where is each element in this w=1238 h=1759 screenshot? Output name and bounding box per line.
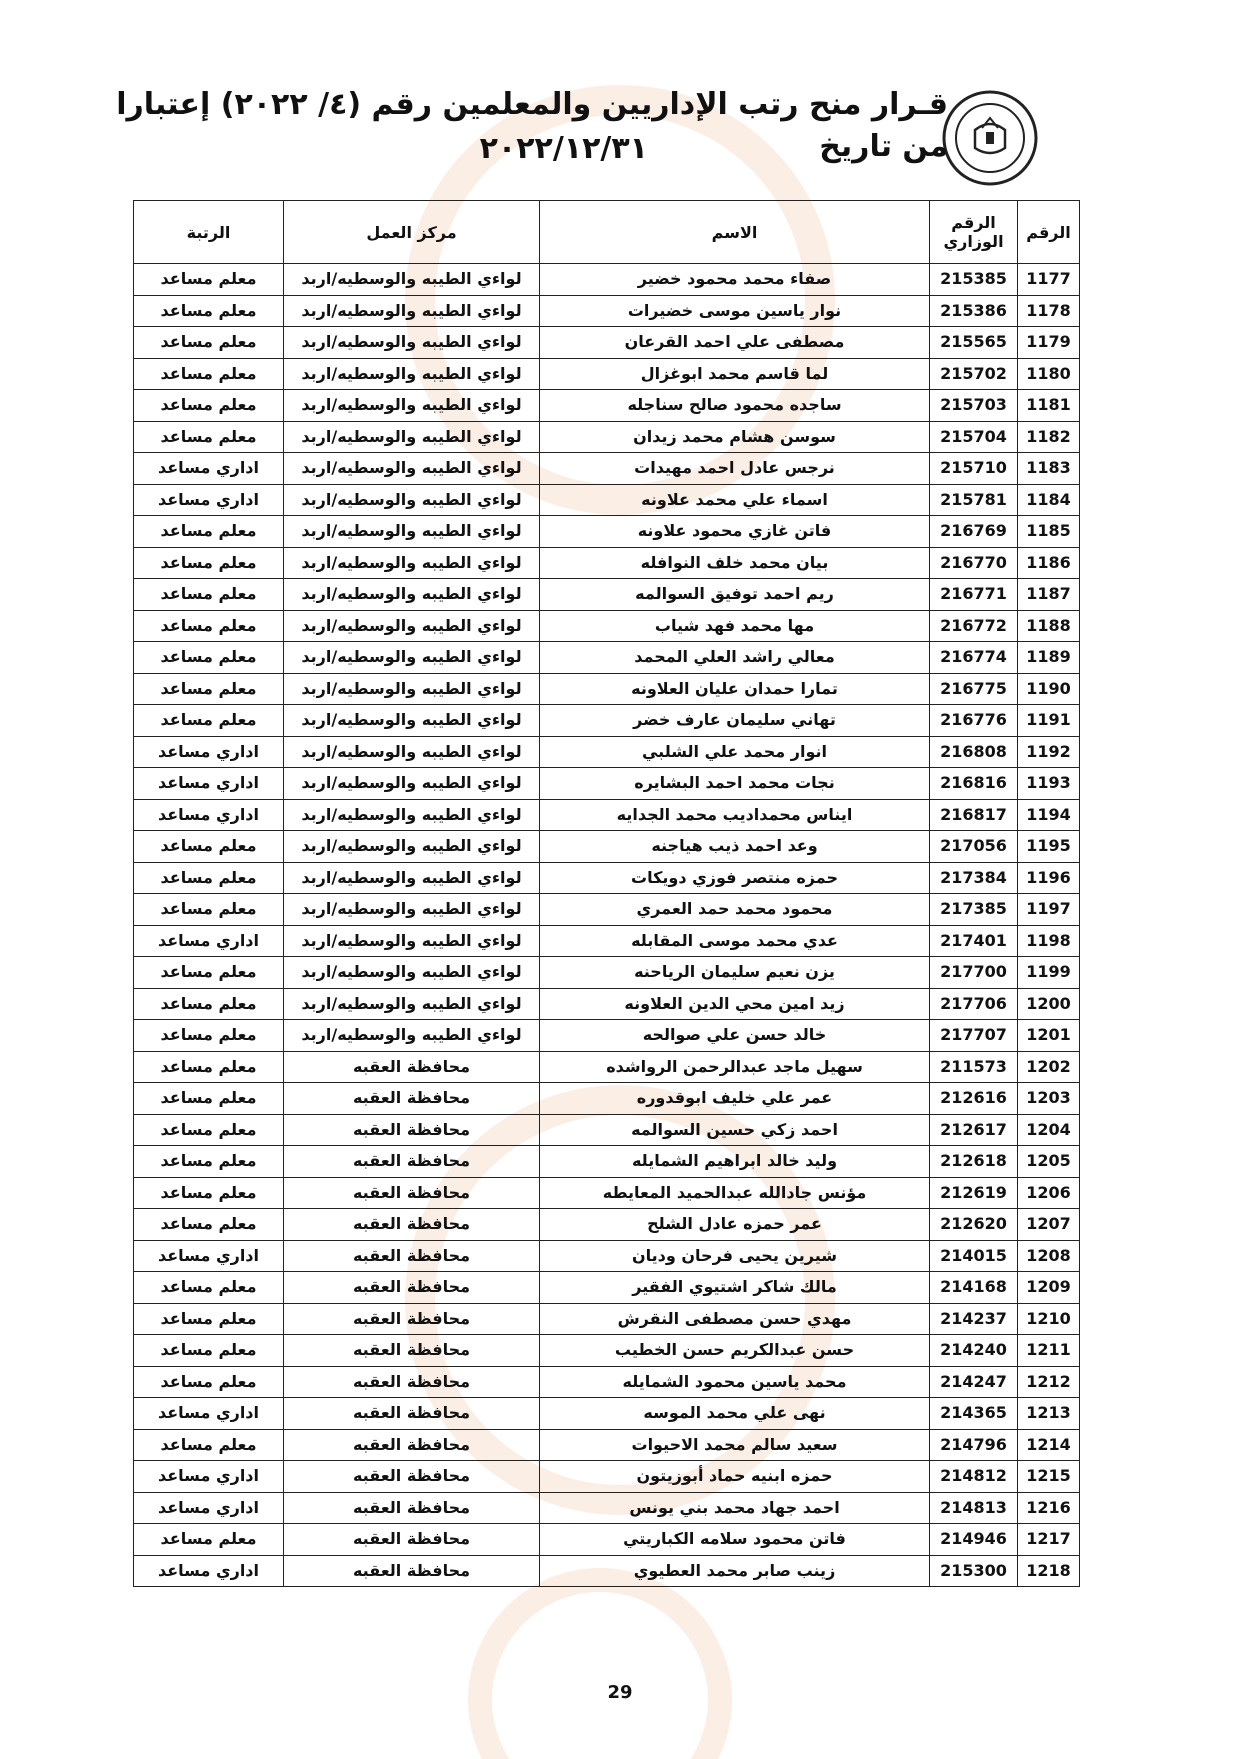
row-work-center: لواءي الطيبه والوسطيه/اربد	[284, 516, 540, 548]
row-rank: معلم مساعد	[134, 1429, 284, 1461]
row-name: محمود محمد حمد العمري	[540, 894, 930, 926]
row-ministerial-number: 212617	[930, 1114, 1018, 1146]
document-title: قـرار منح رتب الإداريين والمعلمين رقم (٤/ ٢٠٢٢) إعتبارا من تاريخ	[116, 87, 948, 164]
header-work-center: مركز العمل	[284, 201, 540, 264]
row-ministerial-number: 217401	[930, 925, 1018, 957]
row-index: 1193	[1018, 768, 1080, 800]
row-rank: معلم مساعد	[134, 1524, 284, 1556]
row-index: 1198	[1018, 925, 1080, 957]
row-rank: معلم مساعد	[134, 1051, 284, 1083]
row-name: اسماء علي محمد علاونه	[540, 484, 930, 516]
row-rank: اداري مساعد	[134, 925, 284, 957]
row-name: فاتن محمود سلامه الكباريتي	[540, 1524, 930, 1556]
row-rank: اداري مساعد	[134, 736, 284, 768]
row-ministerial-number: 216774	[930, 642, 1018, 674]
row-ministerial-number: 215703	[930, 390, 1018, 422]
table-row	[134, 768, 1080, 800]
row-name: احمد جهاد محمد بني يونس	[540, 1492, 930, 1524]
row-name: فاتن غازي محمود علاونه	[540, 516, 930, 548]
table-row	[134, 1303, 1080, 1335]
row-name: حسن عبدالكريم حسن الخطيب	[540, 1335, 930, 1367]
table-row	[134, 1429, 1080, 1461]
row-ministerial-number: 216775	[930, 673, 1018, 705]
table-row	[134, 1461, 1080, 1493]
row-ministerial-number: 212616	[930, 1083, 1018, 1115]
row-index: 1182	[1018, 421, 1080, 453]
row-rank: معلم مساعد	[134, 516, 284, 548]
row-rank: معلم مساعد	[134, 1114, 284, 1146]
row-name: خالد حسن علي صوالحه	[540, 1020, 930, 1052]
row-index: 1188	[1018, 610, 1080, 642]
row-index: 1200	[1018, 988, 1080, 1020]
row-ministerial-number: 214240	[930, 1335, 1018, 1367]
row-work-center: محافظة العقبه	[284, 1461, 540, 1493]
row-rank: معلم مساعد	[134, 1303, 284, 1335]
row-index: 1187	[1018, 579, 1080, 611]
row-rank: معلم مساعد	[134, 1083, 284, 1115]
row-index: 1185	[1018, 516, 1080, 548]
table-row	[134, 327, 1080, 359]
row-rank: معلم مساعد	[134, 988, 284, 1020]
page-number: 29	[607, 1682, 633, 1703]
row-ministerial-number: 217706	[930, 988, 1018, 1020]
row-rank: اداري مساعد	[134, 1461, 284, 1493]
row-rank: معلم مساعد	[134, 957, 284, 989]
row-ministerial-number: 215386	[930, 295, 1018, 327]
table-row	[134, 1492, 1080, 1524]
row-work-center: محافظة العقبه	[284, 1555, 540, 1587]
row-rank: معلم مساعد	[134, 831, 284, 863]
row-name: زينب صابر محمد العطيوي	[540, 1555, 930, 1587]
table-row	[134, 642, 1080, 674]
row-rank: اداري مساعد	[134, 1492, 284, 1524]
row-ministerial-number: 212619	[930, 1177, 1018, 1209]
row-rank: معلم مساعد	[134, 894, 284, 926]
row-name: نوار ياسين موسى خضيرات	[540, 295, 930, 327]
row-work-center: لواءي الطيبه والوسطيه/اربد	[284, 642, 540, 674]
row-name: مصطفى علي احمد القرعان	[540, 327, 930, 359]
row-rank: معلم مساعد	[134, 862, 284, 894]
row-name: عمر حمزه عادل الشلح	[540, 1209, 930, 1241]
row-ministerial-number: 216816	[930, 768, 1018, 800]
row-index: 1195	[1018, 831, 1080, 863]
row-work-center: لواءي الطيبه والوسطيه/اربد	[284, 831, 540, 863]
table-row	[134, 421, 1080, 453]
row-work-center: محافظة العقبه	[284, 1177, 540, 1209]
row-index: 1203	[1018, 1083, 1080, 1115]
row-work-center: محافظة العقبه	[284, 1240, 540, 1272]
row-ministerial-number: 211573	[930, 1051, 1018, 1083]
header-rank: الرتبة	[134, 201, 284, 264]
row-ministerial-number: 212620	[930, 1209, 1018, 1241]
row-name: سعيد سالم محمد الاحيوات	[540, 1429, 930, 1461]
table-row	[134, 988, 1080, 1020]
row-work-center: لواءي الطيبه والوسطيه/اربد	[284, 925, 540, 957]
row-rank: معلم مساعد	[134, 1146, 284, 1178]
row-rank: معلم مساعد	[134, 327, 284, 359]
row-rank: معلم مساعد	[134, 390, 284, 422]
row-name: ريم احمد توفيق السوالمه	[540, 579, 930, 611]
row-work-center: لواءي الطيبه والوسطيه/اربد	[284, 957, 540, 989]
row-name: نرجس عادل احمد مهيدات	[540, 453, 930, 485]
row-index: 1210	[1018, 1303, 1080, 1335]
row-name: محمد ياسين محمود الشمايله	[540, 1366, 930, 1398]
row-name: بيان محمد خلف النوافله	[540, 547, 930, 579]
row-work-center: محافظة العقبه	[284, 1146, 540, 1178]
row-index: 1202	[1018, 1051, 1080, 1083]
table-row	[134, 1366, 1080, 1398]
row-index: 1199	[1018, 957, 1080, 989]
row-name: عمر علي خليف ابوقدوره	[540, 1083, 930, 1115]
row-index: 1215	[1018, 1461, 1080, 1493]
row-ministerial-number: 214365	[930, 1398, 1018, 1430]
row-ministerial-number: 217056	[930, 831, 1018, 863]
table-row	[134, 862, 1080, 894]
row-rank: اداري مساعد	[134, 484, 284, 516]
row-name: شيرين يحيى فرحان وديان	[540, 1240, 930, 1272]
row-rank: اداري مساعد	[134, 799, 284, 831]
row-index: 1217	[1018, 1524, 1080, 1556]
table-row	[134, 264, 1080, 296]
row-index: 1209	[1018, 1272, 1080, 1304]
row-index: 1183	[1018, 453, 1080, 485]
row-index: 1206	[1018, 1177, 1080, 1209]
row-work-center: لواءي الطيبه والوسطيه/اربد	[284, 894, 540, 926]
row-work-center: لواءي الطيبه والوسطيه/اربد	[284, 264, 540, 296]
row-index: 1214	[1018, 1429, 1080, 1461]
table-row	[134, 1335, 1080, 1367]
header-index: الرقم	[1018, 201, 1080, 264]
row-work-center: لواءي الطيبه والوسطيه/اربد	[284, 610, 540, 642]
row-work-center: محافظة العقبه	[284, 1209, 540, 1241]
row-rank: اداري مساعد	[134, 453, 284, 485]
row-name: احمد زكي حسين السوالمه	[540, 1114, 930, 1146]
row-rank: معلم مساعد	[134, 673, 284, 705]
table-row	[134, 453, 1080, 485]
table-row	[134, 925, 1080, 957]
row-rank: معلم مساعد	[134, 705, 284, 737]
row-work-center: محافظة العقبه	[284, 1083, 540, 1115]
row-ministerial-number: 215781	[930, 484, 1018, 516]
row-work-center: لواءي الطيبه والوسطيه/اربد	[284, 390, 540, 422]
table-row	[134, 516, 1080, 548]
table-row	[134, 957, 1080, 989]
row-ministerial-number: 216808	[930, 736, 1018, 768]
row-rank: معلم مساعد	[134, 1209, 284, 1241]
row-index: 1212	[1018, 1366, 1080, 1398]
table-row	[134, 1240, 1080, 1272]
row-work-center: محافظة العقبه	[284, 1272, 540, 1304]
document-date: ٢٠٢٢/١٢/٣١	[479, 131, 648, 166]
row-name: وعد احمد ذيب هياجنه	[540, 831, 930, 863]
row-rank: معلم مساعد	[134, 421, 284, 453]
row-work-center: محافظة العقبه	[284, 1303, 540, 1335]
row-ministerial-number: 216772	[930, 610, 1018, 642]
row-rank: معلم مساعد	[134, 358, 284, 390]
row-index: 1196	[1018, 862, 1080, 894]
row-index: 1216	[1018, 1492, 1080, 1524]
row-index: 1205	[1018, 1146, 1080, 1178]
row-work-center: لواءي الطيبه والوسطيه/اربد	[284, 358, 540, 390]
row-name: سوسن هشام محمد زيدان	[540, 421, 930, 453]
row-name: سهيل ماجد عبدالرحمن الرواشده	[540, 1051, 930, 1083]
row-name: مالك شاكر اشتيوي الفقير	[540, 1272, 930, 1304]
row-index: 1177	[1018, 264, 1080, 296]
row-ministerial-number: 216776	[930, 705, 1018, 737]
row-index: 1181	[1018, 390, 1080, 422]
row-name: وليد خالد ابراهيم الشمايله	[540, 1146, 930, 1178]
table-row	[134, 547, 1080, 579]
table-row	[134, 1555, 1080, 1587]
row-name: مهدي حسن مصطفى النقرش	[540, 1303, 930, 1335]
row-index: 1207	[1018, 1209, 1080, 1241]
row-index: 1211	[1018, 1335, 1080, 1367]
ranks-table	[133, 200, 1080, 1587]
row-name: عدي محمد موسى المقابله	[540, 925, 930, 957]
row-work-center: لواءي الطيبه والوسطيه/اربد	[284, 484, 540, 516]
table-row	[134, 390, 1080, 422]
row-ministerial-number: 217707	[930, 1020, 1018, 1052]
row-index: 1186	[1018, 547, 1080, 579]
row-name: مؤنس جادالله عبدالحميد المعايطه	[540, 1177, 930, 1209]
row-ministerial-number: 215702	[930, 358, 1018, 390]
row-ministerial-number: 214237	[930, 1303, 1018, 1335]
row-name: مها محمد فهد شياب	[540, 610, 930, 642]
row-index: 1184	[1018, 484, 1080, 516]
header-ministerial-number: الرقم الوزاري	[930, 201, 1018, 264]
row-work-center: لواءي الطيبه والوسطيه/اربد	[284, 862, 540, 894]
row-ministerial-number: 214168	[930, 1272, 1018, 1304]
row-work-center: محافظة العقبه	[284, 1398, 540, 1430]
row-name: تمارا حمدان عليان العلاونه	[540, 673, 930, 705]
table-row	[134, 1020, 1080, 1052]
table-row	[134, 831, 1080, 863]
row-ministerial-number: 212618	[930, 1146, 1018, 1178]
row-ministerial-number: 214015	[930, 1240, 1018, 1272]
row-index: 1192	[1018, 736, 1080, 768]
row-rank: معلم مساعد	[134, 642, 284, 674]
row-ministerial-number: 216769	[930, 516, 1018, 548]
row-rank: اداري مساعد	[134, 768, 284, 800]
row-work-center: محافظة العقبه	[284, 1335, 540, 1367]
row-rank: معلم مساعد	[134, 1177, 284, 1209]
row-rank: معلم مساعد	[134, 1272, 284, 1304]
row-ministerial-number: 216817	[930, 799, 1018, 831]
table-row	[134, 1524, 1080, 1556]
row-name: معالي راشد العلي المحمد	[540, 642, 930, 674]
header-name: الاسم	[540, 201, 930, 264]
row-name: زيد امين محي الدين العلاونه	[540, 988, 930, 1020]
table-row	[134, 484, 1080, 516]
row-index: 1178	[1018, 295, 1080, 327]
row-ministerial-number: 215300	[930, 1555, 1018, 1587]
row-index: 1208	[1018, 1240, 1080, 1272]
row-work-center: لواءي الطيبه والوسطيه/اربد	[284, 768, 540, 800]
table-row	[134, 1083, 1080, 1115]
row-ministerial-number: 214946	[930, 1524, 1018, 1556]
row-ministerial-number: 214796	[930, 1429, 1018, 1461]
row-name: نهى علي محمد الموسه	[540, 1398, 930, 1430]
row-work-center: لواءي الطيبه والوسطيه/اربد	[284, 547, 540, 579]
table-row	[134, 673, 1080, 705]
row-index: 1197	[1018, 894, 1080, 926]
row-work-center: لواءي الطيبه والوسطيه/اربد	[284, 579, 540, 611]
row-rank: اداري مساعد	[134, 1555, 284, 1587]
row-name: لما قاسم محمد ابوغزال	[540, 358, 930, 390]
row-name: صفاء محمد محمود خضير	[540, 264, 930, 296]
table-row	[134, 705, 1080, 737]
table-row	[134, 1209, 1080, 1241]
row-rank: معلم مساعد	[134, 1020, 284, 1052]
row-work-center: لواءي الطيبه والوسطيه/اربد	[284, 799, 540, 831]
row-name: نجات محمد احمد البشايره	[540, 768, 930, 800]
table-row	[134, 295, 1080, 327]
table-row	[134, 358, 1080, 390]
table-row	[134, 1398, 1080, 1430]
row-ministerial-number: 214813	[930, 1492, 1018, 1524]
row-work-center: لواءي الطيبه والوسطيه/اربد	[284, 736, 540, 768]
row-rank: معلم مساعد	[134, 295, 284, 327]
row-work-center: محافظة العقبه	[284, 1366, 540, 1398]
row-index: 1190	[1018, 673, 1080, 705]
table-row	[134, 894, 1080, 926]
table-body	[134, 264, 1080, 1587]
row-rank: معلم مساعد	[134, 1335, 284, 1367]
table-row	[134, 799, 1080, 831]
table-row	[134, 1051, 1080, 1083]
table-row	[134, 579, 1080, 611]
row-ministerial-number: 214812	[930, 1461, 1018, 1493]
row-index: 1180	[1018, 358, 1080, 390]
row-work-center: لواءي الطيبه والوسطيه/اربد	[284, 1020, 540, 1052]
row-index: 1189	[1018, 642, 1080, 674]
row-name: ايناس محمداديب محمد الجدايه	[540, 799, 930, 831]
row-index: 1191	[1018, 705, 1080, 737]
row-name: ساجده محمود صالح سناجله	[540, 390, 930, 422]
row-index: 1201	[1018, 1020, 1080, 1052]
row-work-center: لواءي الطيبه والوسطيه/اربد	[284, 453, 540, 485]
row-ministerial-number: 217384	[930, 862, 1018, 894]
row-ministerial-number: 216771	[930, 579, 1018, 611]
row-rank: اداري مساعد	[134, 1398, 284, 1430]
row-work-center: محافظة العقبه	[284, 1429, 540, 1461]
row-ministerial-number: 217385	[930, 894, 1018, 926]
row-ministerial-number: 214247	[930, 1366, 1018, 1398]
row-name: حمزه منتصر فوزي دويكات	[540, 862, 930, 894]
row-ministerial-number: 215710	[930, 453, 1018, 485]
row-name: انوار محمد علي الشلبي	[540, 736, 930, 768]
row-work-center: لواءي الطيبه والوسطيه/اربد	[284, 327, 540, 359]
row-work-center: محافظة العقبه	[284, 1524, 540, 1556]
row-ministerial-number: 217700	[930, 957, 1018, 989]
row-work-center: لواءي الطيبه والوسطيه/اربد	[284, 421, 540, 453]
table-row	[134, 736, 1080, 768]
row-name: تهاني سليمان عارف خضر	[540, 705, 930, 737]
row-ministerial-number: 215385	[930, 264, 1018, 296]
row-work-center: محافظة العقبه	[284, 1492, 540, 1524]
table-row	[134, 610, 1080, 642]
table-row	[134, 1272, 1080, 1304]
row-work-center: لواءي الطيبه والوسطيه/اربد	[284, 295, 540, 327]
ministry-emblem-icon	[940, 88, 1040, 188]
row-work-center: محافظة العقبه	[284, 1114, 540, 1146]
row-rank: معلم مساعد	[134, 1366, 284, 1398]
row-rank: معلم مساعد	[134, 610, 284, 642]
row-work-center: لواءي الطيبه والوسطيه/اربد	[284, 673, 540, 705]
row-work-center: لواءي الطيبه والوسطيه/اربد	[284, 705, 540, 737]
table-row	[134, 1146, 1080, 1178]
row-ministerial-number: 215565	[930, 327, 1018, 359]
table-row	[134, 1177, 1080, 1209]
row-name: يزن نعيم سليمان الرياحنه	[540, 957, 930, 989]
row-rank: معلم مساعد	[134, 264, 284, 296]
row-ministerial-number: 216770	[930, 547, 1018, 579]
row-ministerial-number: 215704	[930, 421, 1018, 453]
table-row	[134, 1114, 1080, 1146]
row-rank: معلم مساعد	[134, 547, 284, 579]
row-index: 1213	[1018, 1398, 1080, 1430]
row-index: 1218	[1018, 1555, 1080, 1587]
row-index: 1204	[1018, 1114, 1080, 1146]
row-rank: اداري مساعد	[134, 1240, 284, 1272]
row-work-center: محافظة العقبه	[284, 1051, 540, 1083]
row-name: حمزه ابنيه حماد أبوزيتون	[540, 1461, 930, 1493]
row-index: 1179	[1018, 327, 1080, 359]
row-index: 1194	[1018, 799, 1080, 831]
row-rank: معلم مساعد	[134, 579, 284, 611]
table-header-row	[134, 201, 1080, 264]
row-work-center: لواءي الطيبه والوسطيه/اربد	[284, 988, 540, 1020]
